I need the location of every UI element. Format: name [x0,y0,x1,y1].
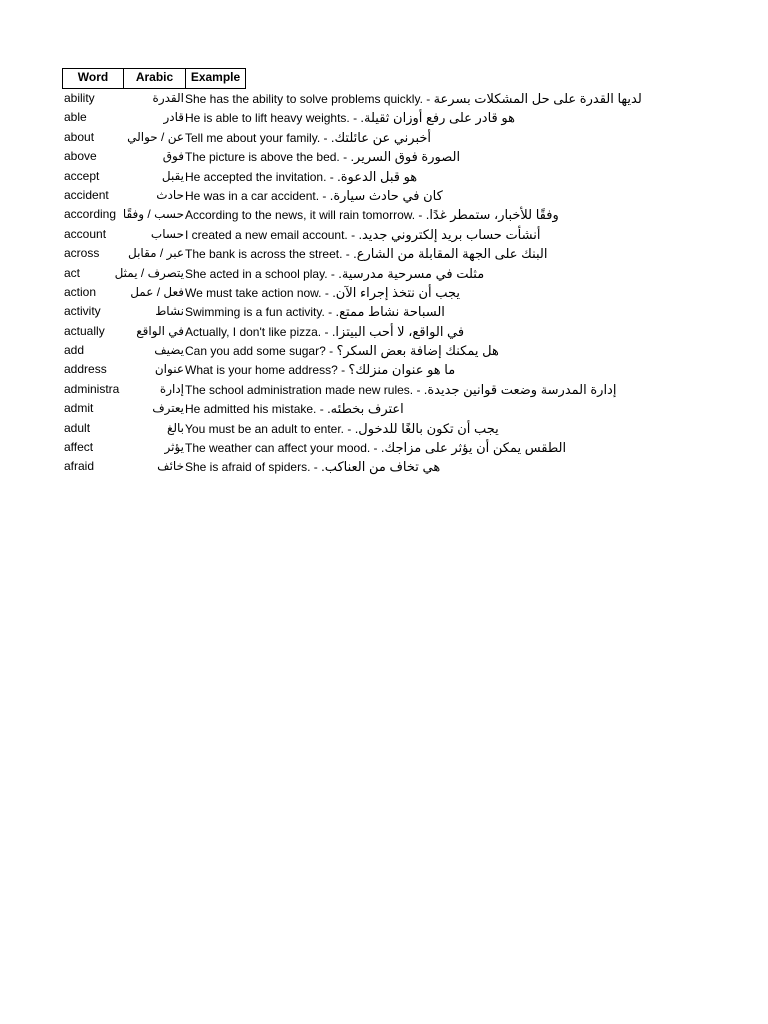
arabic-cell[interactable]: إدارة [159,381,184,396]
table-row [62,283,762,302]
table-row [62,108,762,127]
header-example[interactable]: Example [186,68,246,89]
arabic-cell[interactable]: نشاط [155,304,184,319]
arabic-cell[interactable]: فوق [162,149,184,164]
word-cell[interactable]: able [64,110,87,125]
example-cell[interactable] [185,244,548,264]
table-row [62,225,762,244]
word-cell[interactable]: account [64,226,107,241]
table-row [62,380,762,399]
word-cell[interactable]: across [64,246,100,261]
word-cell[interactable]: accident [64,187,109,202]
example-separator: - [337,363,349,378]
arabic-cell[interactable]: بالغ [166,420,184,435]
arabic-cell[interactable]: عن / حوالي [127,129,184,144]
word-cell[interactable]: address [64,362,107,377]
arabic-cell[interactable]: القدرة [152,91,184,105]
example-english: He was in a car accident. [185,188,320,203]
example-arabic: يجب أن نتخذ إجراء الآن. [332,284,461,300]
example-cell[interactable] [185,302,445,322]
example-separator: - [321,285,333,300]
example-cell[interactable] [185,457,440,477]
header-row [62,68,246,89]
example-separator: - [321,324,332,339]
example-separator: - [347,227,359,242]
arabic-cell[interactable]: يضيف [154,343,184,358]
arabic-cell[interactable]: حساب [150,226,184,241]
example-cell[interactable] [185,419,499,439]
arabic-cell[interactable]: يؤثر [164,440,184,455]
example-cell[interactable] [185,147,460,167]
table-row [62,264,762,283]
example-english: She is afraid of spiders. [185,460,311,475]
example-separator: - [370,441,381,456]
example-english: Can you add some sugar? [185,344,326,359]
word-cell[interactable]: accept [64,168,100,183]
example-cell[interactable] [185,322,464,342]
example-cell[interactable] [185,225,540,245]
table-row [62,341,762,360]
example-arabic: أنشأت حساب بريد إلكتروني جديد. [358,226,541,242]
table-row [62,399,762,418]
example-separator: - [327,266,339,281]
example-english: He is able to lift heavy weights. [185,111,350,126]
table-row [62,167,762,186]
word-cell[interactable]: administra [64,381,120,396]
arabic-cell[interactable]: حادث [156,187,184,202]
example-english: The weather can affect your mood. [185,441,371,456]
example-arabic: إدارة المدرسة وضعت قوانين جديدة. [423,381,617,397]
example-english: I created a new email account. [185,227,348,242]
header-word[interactable]: Word [62,68,124,89]
example-arabic: في الواقع، لا أحب البيتزا. [331,323,465,339]
word-cell[interactable]: afraid [64,459,95,474]
example-arabic: وفقًا للأخبار، ستمطر غدًا. [425,207,559,223]
example-cell[interactable] [185,360,455,380]
arabic-cell[interactable]: عبر / مقابل [128,246,184,261]
arabic-cell[interactable]: حسب / وفقًا [122,207,184,222]
example-english: What is your home address? [185,363,338,378]
example-separator: - [342,247,354,262]
example-english: According to the news, it will rain tomorrow. [185,208,416,223]
example-english: The bank is across the street. [185,247,343,262]
example-separator: - [310,460,322,475]
example-separator: - [422,92,434,106]
arabic-cell[interactable]: عنوان [154,362,184,377]
example-arabic: السباحة نشاط ممتع. [335,304,445,320]
example-separator: - [325,344,337,359]
example-english: She acted in a school play. [185,266,328,281]
example-cell[interactable] [185,399,404,419]
example-arabic: البنك على الجهة المقابلة من الشارع. [353,246,548,262]
arabic-cell[interactable]: يعترف [152,401,184,416]
example-arabic: كان في حادث سيارة. [329,187,443,203]
word-cell[interactable]: affect [64,440,94,455]
vocabulary-table [62,89,762,477]
table-row [62,302,762,321]
arabic-cell[interactable]: فعل / عمل [130,284,184,299]
example-cell[interactable] [185,89,642,109]
word-cell[interactable]: admit [64,401,94,416]
example-separator: - [320,130,331,145]
example-separator: - [339,150,351,165]
table-row [62,186,762,205]
example-arabic: ما هو عنوان منزلك؟ [348,362,456,378]
example-separator: - [324,305,336,320]
example-english: She has the ability to solve problems quickly. [185,92,423,106]
example-separator: - [349,111,361,126]
header-arabic[interactable]: Arabic [124,68,186,89]
example-arabic: اعترف بخطئه. [327,401,404,417]
word-cell[interactable]: ability [64,91,95,105]
word-cell[interactable]: activity [64,304,101,319]
example-cell[interactable] [185,283,460,303]
example-cell[interactable] [185,205,559,225]
table-row [62,89,762,108]
table-row [62,205,762,224]
example-cell[interactable] [185,438,566,458]
word-cell[interactable]: action [64,284,97,299]
table-row [62,322,762,341]
table-row [62,360,762,379]
word-cell[interactable]: above [64,149,97,164]
table-row [62,438,762,457]
word-cell[interactable]: adult [64,420,91,435]
example-english: He admitted his mistake. [185,402,317,417]
example-arabic: هو قادر على رفع أوزان ثقيلة. [360,110,515,126]
word-cell[interactable]: act [64,265,81,280]
example-separator: - [316,402,328,417]
example-cell[interactable] [185,380,616,400]
table-row [62,457,762,476]
example-english: Tell me about your family. [185,130,321,145]
example-separator: - [413,382,424,397]
table-row [62,419,762,438]
example-english: Actually, I don't like pizza. [185,324,322,339]
arabic-cell[interactable]: قادر [163,110,184,125]
example-separator: - [326,169,338,184]
example-english: The picture is above the bed. [185,150,340,165]
example-cell[interactable] [185,186,443,206]
example-separator: - [319,188,330,203]
example-english: Swimming is a fun activity. [185,305,325,320]
table-row [62,128,762,147]
example-cell[interactable] [185,167,417,187]
example-cell[interactable] [185,128,431,148]
example-arabic: يجب أن تكون بالغًا للدخول. [354,420,499,436]
example-arabic: الطقس يمكن أن يؤثر على مزاجك. [380,440,567,456]
example-cell[interactable] [185,264,484,284]
example-english: We must take action now. [185,285,322,300]
example-arabic: مثلت في مسرحية مدرسية. [338,265,485,281]
arabic-cell[interactable]: يقبل [161,168,184,183]
example-arabic: هو قبل الدعوة. [337,168,418,184]
word-cell[interactable]: actually [64,323,105,338]
arabic-cell[interactable]: خائف [157,459,184,474]
example-separator: - [344,421,355,436]
example-arabic: هل يمكنك إضافة بعض السكر؟ [336,343,499,359]
table-row [62,244,762,263]
example-arabic: لديها القدرة على حل المشكلات بسرعة [433,91,642,106]
example-english: You must be an adult to enter. [185,421,345,436]
example-arabic: أخبرني عن عائلتك. [330,129,432,145]
example-separator: - [415,208,426,223]
arabic-cell[interactable]: يتصرف / يمثل [114,265,184,280]
example-arabic: هي تخاف من العناكب. [321,459,441,475]
example-english: The school administration made new rules. [185,382,414,397]
table-row [62,147,762,166]
example-arabic: الصورة فوق السرير. [350,149,461,165]
example-english: He accepted the invitation. [185,169,327,184]
example-cell[interactable] [185,108,515,128]
word-cell[interactable]: add [64,343,85,358]
word-cell[interactable]: according [64,207,117,222]
example-cell[interactable] [185,341,499,361]
arabic-cell[interactable]: في الواقع [136,323,184,338]
word-cell[interactable]: about [64,129,95,144]
